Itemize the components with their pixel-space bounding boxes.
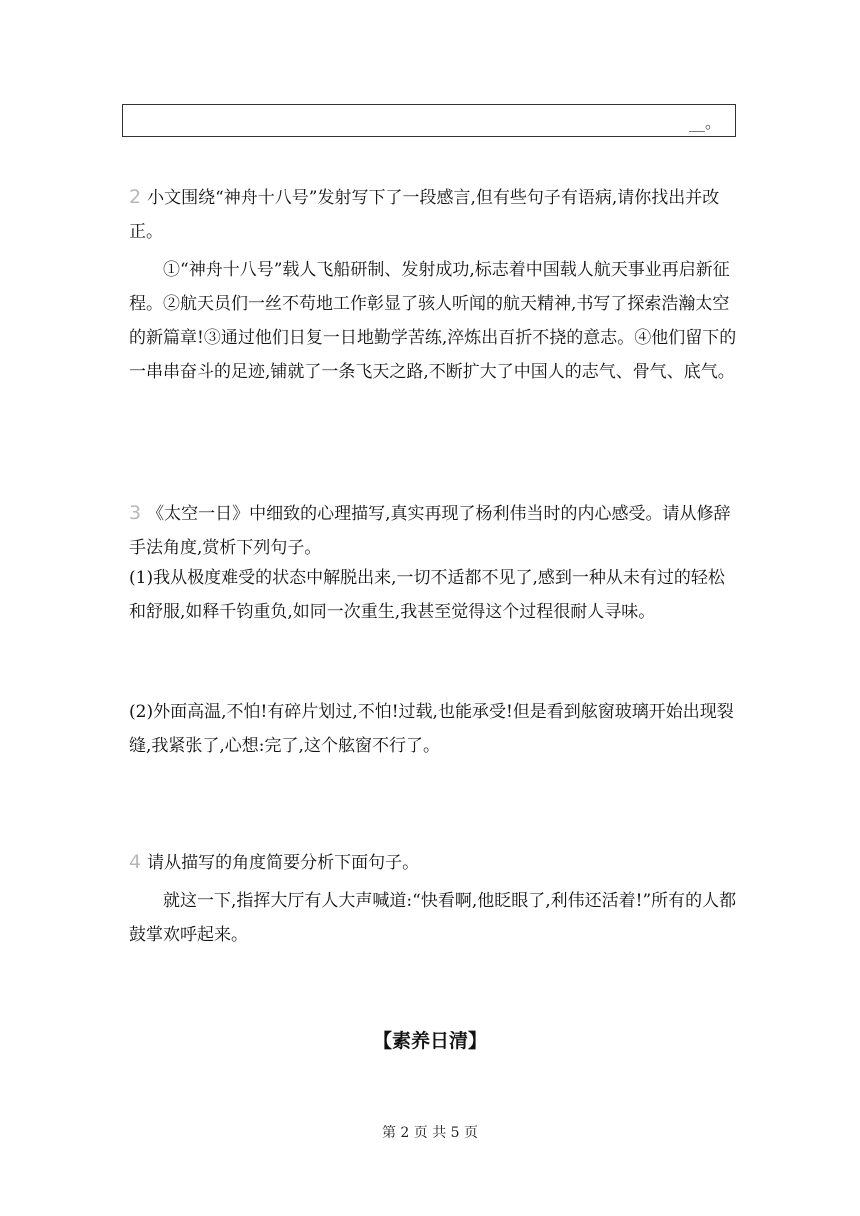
question-3-sub-2: (2)外面高温,不怕!有碎片划过,不怕!过载,也能承受!但是看到舷窗玻璃开始出现裂缝,我紧张了,心想:完了,这个舷窗不行了。 [129, 702, 734, 756]
answer-tail: __。 [688, 113, 721, 132]
question-number: 3 [129, 502, 142, 524]
question-4-stem: 4 请从描写的角度简要分析下面句子。 [129, 851, 420, 873]
question-4 [129, 845, 739, 952]
question-number: 4 [129, 851, 142, 873]
question-2 [129, 180, 739, 389]
question-4-passage: 就这一下,指挥大厅有人大声喊道:“快看啊,他眨眼了,利伟还活着!”所有的人都鼓掌欢呼起来。 [129, 891, 737, 945]
question-3 [129, 496, 739, 763]
section-title: 【素养日清】 [372, 1030, 487, 1052]
question-number: 2 [129, 186, 142, 208]
question-3-sub-1: (1)我从极度难受的状态中解脱出来,一切不适都不见了,感到一种从未有过的轻松和舒服,如释千钧重负,如同一次重生,我甚至觉得这个过程很耐人寻味。 [129, 568, 725, 622]
answer-box[interactable] [122, 104, 736, 137]
question-2-stem: 2 小文围绕“神舟十八号”发射写下了一段感言,但有些句子有语病,请你找出并改正。 [129, 186, 720, 242]
question-3-stem: 3 《太空一日》中细致的心理描写,真实再现了杨利伟当时的内心感受。请从修辞手法角度,赏析下列句子。 [129, 502, 731, 558]
question-2-passage: ①“神舟十八号”载人飞船研制、发射成功,标志着中国载人航天事业再启新征程。②航天员们一丝不苟地工作彰显了骇人听闻的航天精神,书写了探索浩瀚太空的新篇章!③通过他们日复一日地勤学苦练,淬炼出百折不挠的意志。④他们留下的一串串奋斗的足迹,铺就了一条飞天之路,不断扩大了中国人的志气、骨气、底气。 [129, 260, 737, 382]
page-footer: 第 2 页 共 5 页 [381, 1125, 479, 1141]
